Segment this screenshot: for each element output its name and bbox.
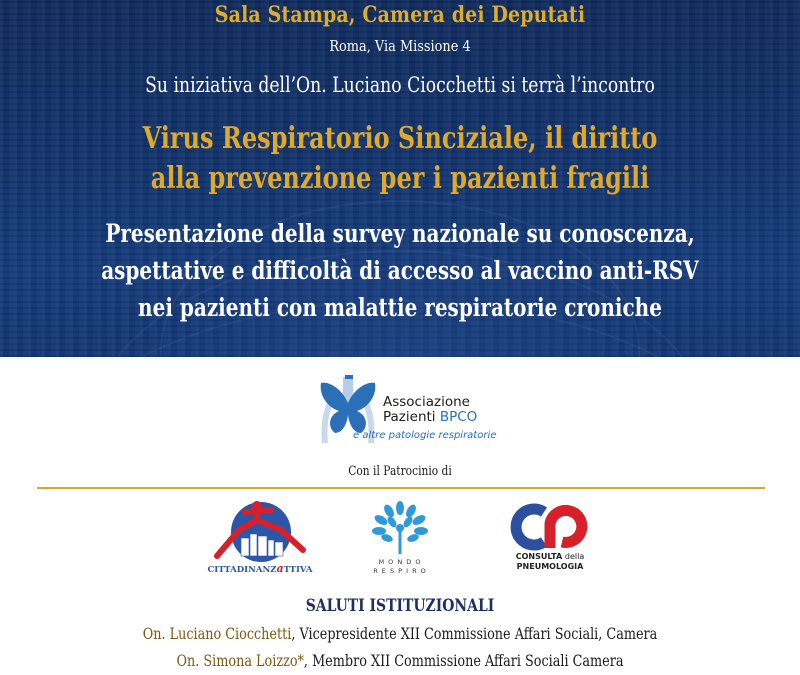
speaker-row bbox=[80, 651, 720, 670]
organizer-name-line: Associazione bbox=[383, 394, 470, 410]
subtitle-line: nei pazienti con malattie respiratorie croniche bbox=[138, 293, 662, 322]
speaker-name: On. Simona Loizzo bbox=[176, 651, 298, 670]
subtitle-line: Presentazione della survey nazionale su conoscenza, bbox=[105, 219, 695, 248]
organizer-acronym: BPCO bbox=[439, 409, 478, 425]
sponsor-label-accent: a bbox=[276, 562, 284, 575]
event-address: Roma, Via Missione 4 bbox=[329, 37, 471, 55]
sponsor-label-line bbox=[500, 552, 600, 562]
organizer-tagline: e altre patologie respiratorie bbox=[353, 430, 497, 441]
sponsor-label-text: CITTADINANZ bbox=[207, 565, 277, 575]
sponsor-label-text: CONSULTA bbox=[515, 552, 565, 561]
sponsor-label-line: M O N D O bbox=[378, 558, 422, 566]
title-line: Virus Respiratorio Sinciziale, il diritto bbox=[142, 121, 658, 156]
cp-lungs-icon bbox=[500, 502, 600, 552]
divider bbox=[37, 487, 765, 489]
sponsor-label bbox=[365, 558, 435, 576]
speaker-row bbox=[80, 624, 720, 643]
sponsor-label-text: TTIVA bbox=[283, 565, 313, 575]
tree-icon bbox=[365, 500, 435, 556]
event-venue: Sala Stampa, Camera dei Deputati bbox=[214, 2, 586, 28]
saluti-heading: SALUTI ISTITUZIONALI bbox=[305, 596, 495, 616]
speaker-asterisk: * bbox=[297, 651, 304, 670]
sponsor-consulta-pneumologia bbox=[500, 500, 600, 578]
organizer-name bbox=[383, 395, 477, 425]
event-initiative: Su iniziativa dell’On. Luciano Ciocchetti si terrà l’incontro bbox=[145, 73, 655, 97]
patronage-label: Con il Patrocinio di bbox=[348, 464, 452, 479]
speaker-role: , Membro XII Commissione Affari Sociali Camera bbox=[303, 651, 624, 670]
runner-city-icon bbox=[205, 500, 315, 564]
subtitle-line: aspettative e difficoltà di accesso al vaccino anti-RSV bbox=[101, 256, 699, 285]
sponsor-label-text: della bbox=[564, 552, 585, 561]
sponsor-cittadinanzattiva bbox=[205, 500, 315, 578]
organizer-logo bbox=[315, 373, 515, 453]
organizer-name-line bbox=[383, 410, 477, 425]
sponsor-label-line: PNEUMOLOGIA bbox=[516, 562, 584, 571]
speaker-name: On. Luciano Ciocchetti bbox=[142, 624, 292, 643]
event-subtitle bbox=[80, 215, 720, 326]
sponsor-label-line: R E S P I R O bbox=[373, 567, 427, 575]
sponsor-label bbox=[205, 562, 315, 575]
sponsor-mondo-respiro bbox=[365, 500, 435, 578]
event-title bbox=[80, 119, 720, 199]
organizer-name-text: Pazienti bbox=[383, 409, 440, 425]
title-line: alla prevenzione per i pazienti fragili bbox=[150, 161, 650, 196]
sponsor-label bbox=[500, 552, 600, 572]
speaker-role: , Vicepresidente XII Commissione Affari Sociali, Camera bbox=[291, 624, 658, 643]
